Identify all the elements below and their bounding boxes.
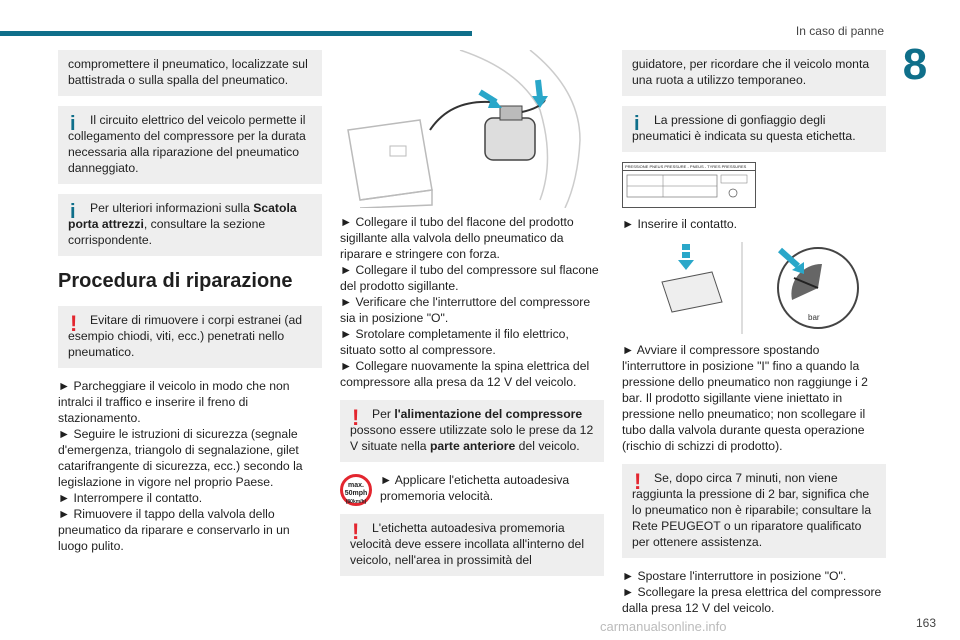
warning-icon: ! bbox=[634, 469, 642, 494]
column-1 bbox=[58, 50, 322, 554]
ignition-pressure-gauge-drawing bbox=[622, 242, 886, 334]
badge-speed: 50mph bbox=[344, 490, 368, 497]
warning-text-end: del veicolo. bbox=[515, 439, 580, 453]
step-item: ► Seguire le istruzioni di sicurezza (segnale d'emergenza, triangolo di segnalazione, gilet catarifrangente di sicurezza, ecc.) secondo la legislazione in vigore nel proprio Paese. bbox=[58, 427, 303, 489]
warning-box bbox=[622, 464, 886, 558]
speed-limit-icon bbox=[340, 474, 372, 506]
section-heading: Procedura di riparazione bbox=[58, 270, 293, 292]
info-text: La pressione di gonfiaggio degli pneumatici è indicata su questa etichetta. bbox=[632, 113, 856, 143]
step-list bbox=[58, 378, 322, 554]
step-item: ► Collegare il tubo del flacone del prodotto sigillante alla valvola dello pneumatico da riparare e stringere con forza. bbox=[340, 215, 574, 261]
warning-bold-2: parte anteriore bbox=[429, 439, 516, 453]
badge-kmh: (80km/h) bbox=[345, 499, 367, 505]
step-item: ► Avviare il compressore spostando l'interruttore in posizione "I" fino a quando la pressione dello pneumatico non raggiunge i 2 bar. Il prodotto sigillante viene iniettato in pressione nello pneumatico; non scollegare il tubo dalla valvola durante questa operazione (rischio di schizzi di prodotto). bbox=[622, 343, 868, 453]
step-item: ► Interrompere il contatto. bbox=[58, 491, 203, 505]
warning-icon: ! bbox=[352, 519, 360, 544]
info-icon: i bbox=[70, 113, 76, 135]
warning-box-power bbox=[340, 400, 604, 462]
intro-text: guidatore, per ricordare che il veicolo monta una ruota a utilizzo temporaneo. bbox=[632, 57, 870, 87]
step-list bbox=[340, 214, 604, 390]
label-grid-drawing bbox=[623, 171, 753, 205]
info-box bbox=[58, 106, 322, 184]
step-item: ► Applicare l'etichetta autoadesiva promemoria velocità. bbox=[380, 473, 570, 503]
step-item: ► Srotolare completamente il filo elettrico, situato sotto al compressore. bbox=[340, 327, 569, 357]
warning-bold: l'alimentazione del compressore bbox=[394, 407, 583, 421]
section-title: In caso di panne bbox=[795, 24, 884, 38]
step-list bbox=[622, 568, 886, 616]
step-item: ► Collegare il tubo del compressore sul flacone del prodotto sigillante. bbox=[340, 263, 599, 293]
compressor-illustration bbox=[340, 50, 604, 208]
step-item: ► Parcheggiare il veicolo in modo che non intralci il traffico e inserire il freno di stazionamento. bbox=[58, 379, 290, 425]
step-item: ► Spostare l'interruttore in posizione "O". bbox=[622, 569, 847, 583]
gauge-unit: bar bbox=[808, 313, 820, 322]
speed-sticker-step bbox=[340, 472, 604, 504]
badge-max: max. bbox=[348, 482, 364, 489]
chapter-number: 8 bbox=[902, 40, 928, 89]
column-3 bbox=[622, 50, 886, 616]
compressor-sealant-drawing bbox=[340, 50, 604, 208]
step-item: ► Collegare nuovamente la spina elettrica del compressore alla presa da 12 V del veicolo. bbox=[340, 359, 590, 389]
info-icon: i bbox=[70, 201, 76, 223]
info-icon: i bbox=[634, 113, 640, 135]
info-bold: Scatola porta attrezzi bbox=[68, 201, 297, 231]
warning-icon: ! bbox=[352, 405, 360, 430]
column-2 bbox=[340, 50, 604, 586]
warning-box bbox=[58, 306, 322, 368]
page-number: 163 bbox=[915, 616, 936, 630]
warning-text-mid: possono essere utilizzate solo le prese da 12 V situate nella bbox=[350, 423, 594, 453]
warning-text: Se, dopo circa 7 minuti, non viene raggiunta la pressione di 2 bar, significa che lo pneumatico non è riparabile; consultare la Rete PEUGEOT o un riparatore qualificato per ottenere assistenza. bbox=[632, 471, 872, 549]
warning-box-sticker bbox=[340, 514, 604, 576]
warning-text: L'etichetta autoadesiva promemoria velocità deve essere incollata all'interno del veicolo, nell'area in prossimità del bbox=[350, 521, 585, 567]
continued-box bbox=[622, 50, 886, 96]
step-item: ► Verificare che l'interruttore del compressore sia in posizione "O". bbox=[340, 295, 591, 325]
info-box-toolbox bbox=[58, 194, 322, 256]
warning-text: Per bbox=[372, 407, 395, 421]
continued-box bbox=[58, 50, 322, 96]
tyre-pressure-label bbox=[622, 162, 756, 208]
step-item: ► Rimuovere il tappo della valvola dello pneumatico da riparare e conservarlo in un luogo pulito. bbox=[58, 507, 290, 553]
info-box bbox=[622, 106, 886, 152]
step-item: ► Inserire il contatto. bbox=[622, 217, 738, 231]
label-title: PRESSIONE PNEUS PRESSURE - PNEUS - TYRES PRESSURES bbox=[623, 163, 755, 171]
warning-icon: ! bbox=[70, 311, 78, 336]
info-text: Il circuito elettrico del veicolo permette il collegamento del compressore per la durata necessaria alla riparazione del pneumatico danneggiato. bbox=[68, 113, 306, 175]
info-text-end: , consultare la sezione corrispondente. bbox=[68, 217, 266, 247]
intro-text: compromettere il pneumatico, localizzate sul battistrada o sulla spalla del pneumatico. bbox=[68, 57, 308, 87]
header-bar bbox=[0, 31, 472, 36]
watermark: carmanualsonline.info bbox=[600, 619, 727, 634]
info-text: Per ulteriori informazioni sulla bbox=[90, 201, 254, 215]
warning-text: Evitare di rimuovere i corpi estranei (ad esempio chiodi, viti, ecc.) penetrati nello pneumatico. bbox=[68, 313, 303, 359]
ignition-gauge-illustration bbox=[622, 242, 886, 334]
step-item: ► Scollegare la presa elettrica del compressore dalla presa 12 V del veicolo. bbox=[622, 585, 882, 615]
